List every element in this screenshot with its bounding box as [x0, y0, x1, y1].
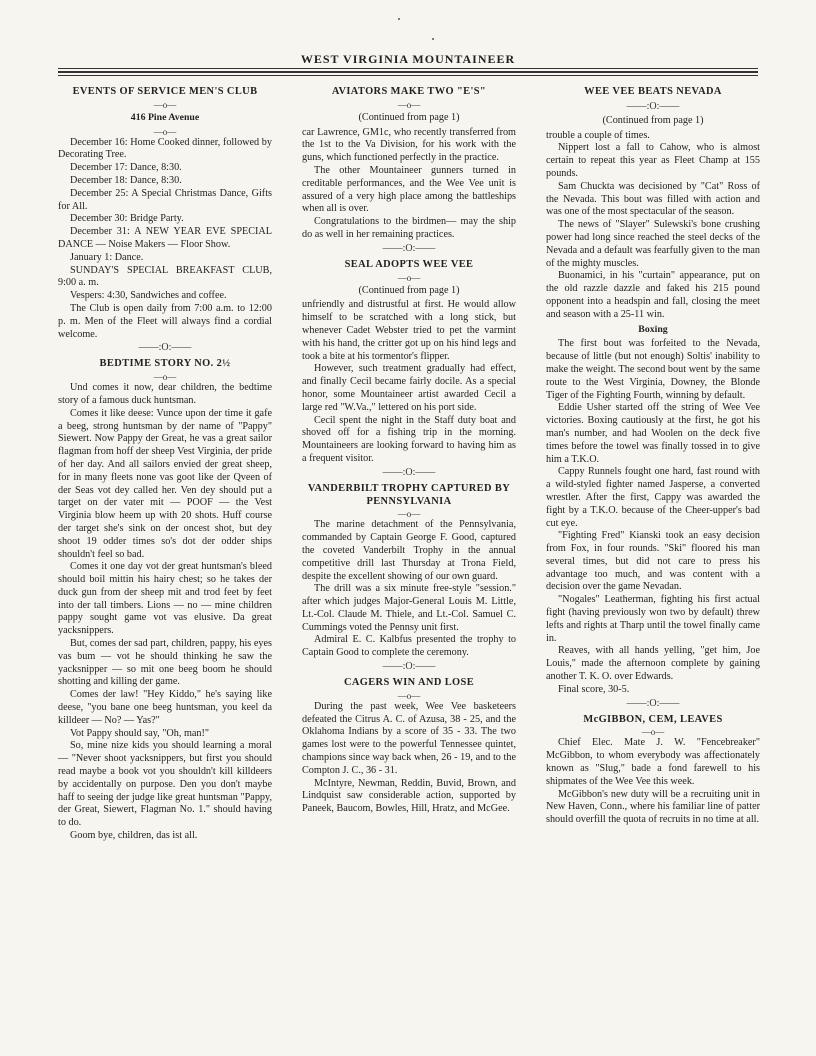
scan-speck	[398, 18, 400, 20]
article-paragraph: The other Mountaineer gunners turned in creditable performances, and the Wee Vee unit is assured of a very high place among the battleships when all is over.	[302, 164, 516, 215]
section-separator: ——:O:——	[382, 242, 436, 254]
article-paragraph: The news of "Slayer" Sulewski's bone crushing power had long since reached the steel decks of the Nevada and a default was fearfully given to the man of the mighty muscles.	[546, 219, 760, 269]
article-headline: AVIATORS MAKE TWO "E'S"	[331, 86, 487, 97]
section-separator: ——:O:——	[138, 342, 192, 354]
article-headline: SEAL ADOPTS WEE VEE	[344, 258, 474, 270]
article-paragraph: "Fighting Fred" Kianski took an easy decision from Fox, in four rounds. "Ski" floored his man several times, but did not care to press his advantage too much, and was content with a decision over the game Nevadan.	[546, 530, 760, 593]
article-subheadline: Boxing	[638, 323, 668, 335]
article-paragraph: Chief Elec. Mate J. W. "Fencebreaker" McGibbon, to whom everybody was affectionately known as "Slug," bade a fond farewell to his shipmates of the Wee Vee this week.	[546, 737, 760, 787]
event-item: December 18: Dance, 8:30.	[70, 174, 182, 186]
event-item: December 30: Bridge Party.	[70, 213, 184, 225]
article-paragraph: Vot Pappy should say, "Oh, man!"	[70, 727, 210, 739]
article-paragraph: Cappy Runnels fought one hard, fast round with a wild-styled fighter named Jasperse, a converted wrestler. After the first, Cappy was awarded the fight by a T.K.O. because of the Cheer-upper's bad cut eye.	[546, 466, 760, 529]
article-paragraph: Goom bye, children, das ist all.	[70, 830, 198, 842]
article-headline: McGIBBON, CEM, LEAVES	[583, 713, 723, 725]
article-paragraph: Congratulations to the birdmen— may the ship do as well in her remaining practices.	[302, 216, 516, 240]
article-headline: EVENTS OF SERVICE MEN'S CLUB	[72, 86, 258, 97]
event-item: The Club is open daily from 7:00 a.m. to 12:00 p. m. Men of the Fleet will always find a cordial welcome.	[58, 302, 272, 340]
article-paragraph: Admiral E. C. Kalbfus presented the trophy to Captain Good to complete the ceremony.	[302, 634, 516, 659]
article-headline: BEDTIME STORY NO. 2½	[99, 358, 231, 370]
section-separator: ——:O:——	[382, 466, 436, 478]
article-paragraph: So, mine nize kids you should learning a moral — "Never shoot yacksnippers, but first you should read maybe a book vot you shouldn't kill killdeers by accidentally on purpose. Den you don't maybe haff to seeing der judge like great huntsman "Pappy, der Great, Siewert, Flagman No. 1." should having to do.	[58, 740, 272, 829]
event-item: Vespers: 4:30, Sandwiches and coffee.	[70, 290, 227, 302]
article-paragraph: Comes it like deese: Vunce upon der time it gafe a beeg, strong huntsman by der name of "Pappy" Siewert. Now Pappy der Great, he vas a great sailor flagman from hoff der sheep Vest Virginia, der pride of her day. And all sailors envied der great sheep, for in many fleets none vas goot like der Qveen of der Seas vot dey called her. Ven dey should put a target on der vater mit — POOF — the Vest Virginia blow heem up with 20 shots. Huff course der target she's sink on der oncest shot, but dey shoot 19 odder times so's dot der odder ships shouldn't feel so bad.	[58, 407, 272, 560]
event-item: December 25: A Special Christmas Dance, Gifts for All.	[58, 187, 272, 212]
column-1	[58, 82, 272, 843]
column-2	[302, 82, 516, 816]
article-headline: WEE VEE BEATS NEVADA	[584, 86, 722, 97]
article-paragraph: Reaves, with all hands yelling, "get him, Joe Louis," made the afternoon complete by gaining another T. K. O. over Edwards.	[546, 645, 760, 683]
article-paragraph: However, such treatment gradually had effect, and finally Cecil became fairly docile. As a special honor, some Mountaineer artist awarded Cecil a large red "W.Va.," lettered on his port side.	[302, 363, 516, 413]
masthead-rule	[58, 68, 758, 69]
masthead-rule	[58, 75, 758, 76]
article-paragraph: car Lawrence, GM1c, who recently transferred from the 1st to the Va Division, for his work with the guns, which functioned perfectly in the practice.	[302, 126, 516, 164]
section-separator: ——:O:——	[382, 661, 436, 673]
event-item: January 1: Dance.	[70, 251, 144, 263]
article-paragraph: The drill was a six minute free-style "session." after which judges Major-General Louis M. Little, Lt.-Col. Claude M. Thiele, and Lt.-Col. Samuel C. Cummings voted the Pennsy unit first.	[302, 583, 516, 633]
separator: —o—	[153, 126, 177, 137]
article-paragraph: The first bout was forfeited to the Nevada, because of little (but not enough) Soltis' inability to make the weight. The second bout went by the same route to the West Virginia, Downey, the Blonde Tiger of the Fighting Fourth, winning by default.	[546, 338, 760, 401]
article-paragraph: McIntyre, Newman, Reddin, Buvid, Brown, and Lindquist saw considerable action, supported by Paneek, Baucom, Bowles, Hill, Hratz, and McGee.	[302, 777, 516, 815]
masthead-rule	[58, 71, 758, 73]
article-paragraph: trouble a couple of times.	[546, 129, 650, 141]
separator: —o—	[641, 727, 665, 738]
article-paragraph: Eddie Usher started off the string of Wee Vee victories. Boxing cautiously at the first, he got his man's number, and had Woolen on the deck five times before the towel was finally tossed in to give him a T.K.O.	[546, 402, 760, 465]
article-paragraph: Comes it one day vot der great huntsman's bleed should boil mittin his hairy chest; so he takes der duck gun from der sheep mit and trod feet by feet into der tall timbers. Lions — no — mine children pappy sought game vot vas elusive. Da great yacksnippers.	[58, 561, 272, 637]
continued-note: (Continued from page 1)	[358, 284, 460, 296]
masthead-title: WEST VIRGINIA MOUNTAINEER	[300, 52, 516, 66]
article-paragraph: Cecil spent the night in the Staff duty boat and shoved off for a fishing trip in the morning. Mountaineers are looking forward to having him as a frequent visitor.	[302, 414, 516, 464]
event-item: SUNDAY'S SPECIAL BREAKFAST CLUB, 9:00 a. m.	[58, 264, 272, 289]
article-paragraph: McGibbon's new duty will be a recruiting unit in New Haven, Conn., where his familiar line of patter should overfill the quota of recruits in no time at all.	[546, 788, 760, 826]
article-paragraph: But, comes der sad part, children, pappy, his eyes vas bum — vot he should thinking he saw the yacksnipper — so mit one beeg boom he should shotting and killing der game.	[58, 638, 272, 688]
article-paragraph: Und comes it now, dear children, the bedtime story of a famous duck huntsman.	[58, 382, 272, 406]
column-3	[546, 82, 760, 827]
article-paragraph: "Nogales" Leatherman, fighting his first actual fight (having previously won two by default) threw lefts and rights at Tharp until the towel finally came in.	[546, 594, 760, 644]
section-separator: ——:O:——	[626, 100, 680, 112]
article-paragraph: Buonamici, in his "curtain" appearance, put on the old razzle dazzle and faked his 215 pound opponent into a headspin and fall, closing the meet and season with a 25-11 win.	[546, 270, 760, 320]
event-item: December 16: Home Cooked dinner, followed by Decorating Tree.	[58, 136, 272, 161]
scan-speck	[432, 38, 434, 40]
article-subheadline: 416 Pine Avenue	[130, 111, 200, 123]
event-item: December 31: A NEW YEAR EVE SPECIAL DANCE — Noise Makers — Floor Show.	[58, 226, 272, 250]
article-paragraph: Sam Chuckta was decisioned by "Cat" Ross of the Nevada. This bout was filled with action and was one of the most spectacular of the season.	[546, 180, 760, 218]
article-headline: CAGERS WIN AND LOSE	[343, 677, 475, 689]
separator: —o—	[397, 690, 421, 701]
article-paragraph: The marine detachment of the Pennsylvania, commanded by Captain George F. Good, captured the coveted Vanderbilt Trophy in the annual competitive drill last Thursday at Trona Field, despite the excellent showing of our own guard.	[302, 519, 516, 582]
section-separator: ——:O:——	[626, 697, 680, 709]
separator: —o—	[397, 509, 421, 520]
article-paragraph: Comes der law! "Hey Kiddo," he's saying like deese, "you bane one beeg huntsman, you keel da killdeer — No? — Yas?"	[58, 689, 272, 726]
separator: —o—	[397, 99, 421, 110]
separator: —o—	[153, 99, 177, 110]
article-paragraph: Final score, 30-5.	[558, 683, 630, 695]
event-item: December 17: Dance, 8:30.	[70, 162, 182, 174]
separator: —o—	[397, 272, 421, 283]
continued-note: (Continued from page 1)	[602, 114, 704, 126]
continued-note: (Continued from page 1)	[358, 111, 460, 123]
article-paragraph: unfriendly and distrustful at first. He would allow himself to be scratched with a long stick, but whenever Cadet Webster tried to pet the varmint with his hand, the critter got up on his hind legs and took a bite at his tormentor's flipper.	[302, 299, 516, 362]
article-paragraph: Nippert lost a fall to Cahow, who is almost certain to repeat this year as Fleet Champ at 155 pounds.	[546, 142, 760, 179]
article-paragraph: During the past week, Wee Vee basketeers defeated the Citrus A. C. of Azusa, 38 - 25, and the Oklahoma Indians by a score of 35 - 33. The two games lost were to the powerful Tennessee quintet, champions since way back when, 26 - 19, and to the Compton J. C., 36 - 31.	[302, 700, 516, 776]
article-headline: VANDERBILT TROPHY CAPTURED BY PENNSYLVANIA	[307, 482, 511, 507]
separator: —o—	[153, 372, 177, 383]
